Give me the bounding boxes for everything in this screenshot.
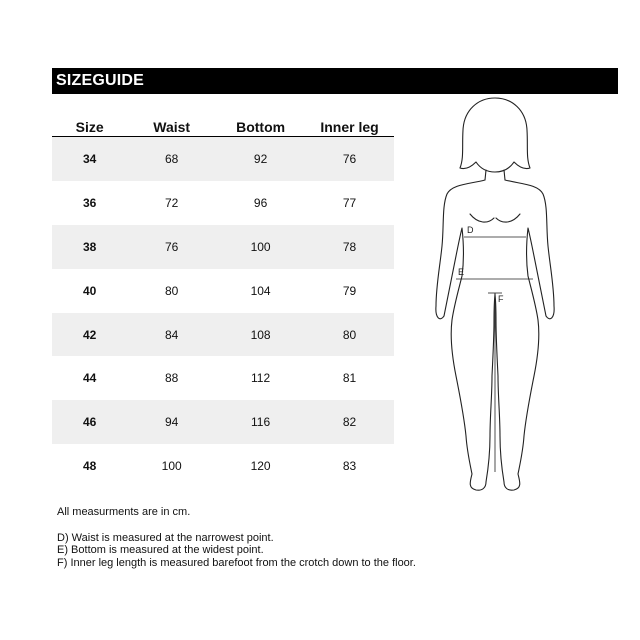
waist-note: D) Waist is measured at the narrowest point. [57, 531, 274, 544]
bottom-cell: 100 [216, 225, 305, 269]
column-header-size: Size [52, 118, 127, 137]
waist-cell: 100 [161, 459, 182, 474]
size-cell: 48 [82, 459, 97, 474]
inner-leg-cell: 83 [342, 459, 357, 474]
size-cell: 34 [52, 137, 127, 181]
column-header-waist: Waist [127, 118, 216, 137]
bottom-cell: 96 [253, 195, 268, 210]
waist-cell: 94 [127, 400, 216, 444]
inner-leg-marker-label: F [498, 294, 504, 304]
table-row [52, 137, 394, 181]
waist-cell: 76 [127, 225, 216, 269]
size-cell: 42 [52, 313, 127, 357]
inner-leg-cell: 80 [305, 313, 394, 357]
waist-cell: 88 [165, 371, 179, 386]
inner-leg-cell: 77 [342, 195, 357, 210]
bottom-cell: 104 [250, 283, 271, 298]
inner-leg-cell: 78 [305, 225, 394, 269]
table-row [52, 225, 394, 269]
size-table [52, 118, 394, 488]
table-row [52, 400, 394, 444]
column-header-bottom: Bottom [216, 118, 305, 137]
size-cell: 46 [52, 400, 127, 444]
waist-cell: 72 [165, 195, 179, 210]
waist-cell: 84 [127, 313, 216, 357]
waist-cell: 68 [127, 137, 216, 181]
bottom-cell: 108 [216, 313, 305, 357]
bottom-cell: 112 [251, 371, 271, 386]
size-cell: 36 [82, 195, 97, 210]
bottom-cell: 120 [250, 459, 271, 474]
header-bar [52, 68, 618, 94]
inner-leg-cell: 82 [305, 400, 394, 444]
inner-leg-note: F) Inner leg length is measured barefoot from the crotch down to the floor. [57, 556, 416, 569]
bottom-cell: 92 [216, 137, 305, 181]
bottom-cell: 116 [216, 400, 305, 444]
inner-leg-cell: 81 [342, 371, 357, 386]
page-title: SIZEGUIDE [56, 72, 145, 89]
body-outline-icon [420, 96, 570, 496]
column-header-inner-leg: Inner leg [305, 118, 394, 137]
waist-cell: 80 [165, 283, 179, 298]
body-outline-figure [420, 96, 570, 496]
bottom-note: E) Bottom is measured at the widest point. [57, 544, 264, 556]
table-row [52, 444, 394, 488]
size-cell: 44 [82, 371, 97, 386]
table-row [52, 269, 394, 313]
inner-leg-cell: 76 [305, 137, 394, 181]
table-row [52, 181, 394, 225]
inner-leg-cell: 79 [342, 283, 357, 298]
waist-marker-label: D [467, 225, 474, 235]
table-row [52, 356, 394, 400]
table-row [52, 313, 394, 357]
bottom-marker-label: E [458, 267, 465, 277]
units-note: All measurments are in cm. [57, 506, 191, 518]
size-cell: 38 [52, 225, 127, 269]
table-header-row [52, 118, 394, 137]
size-cell: 40 [82, 283, 97, 298]
measurement-notes [57, 506, 416, 569]
